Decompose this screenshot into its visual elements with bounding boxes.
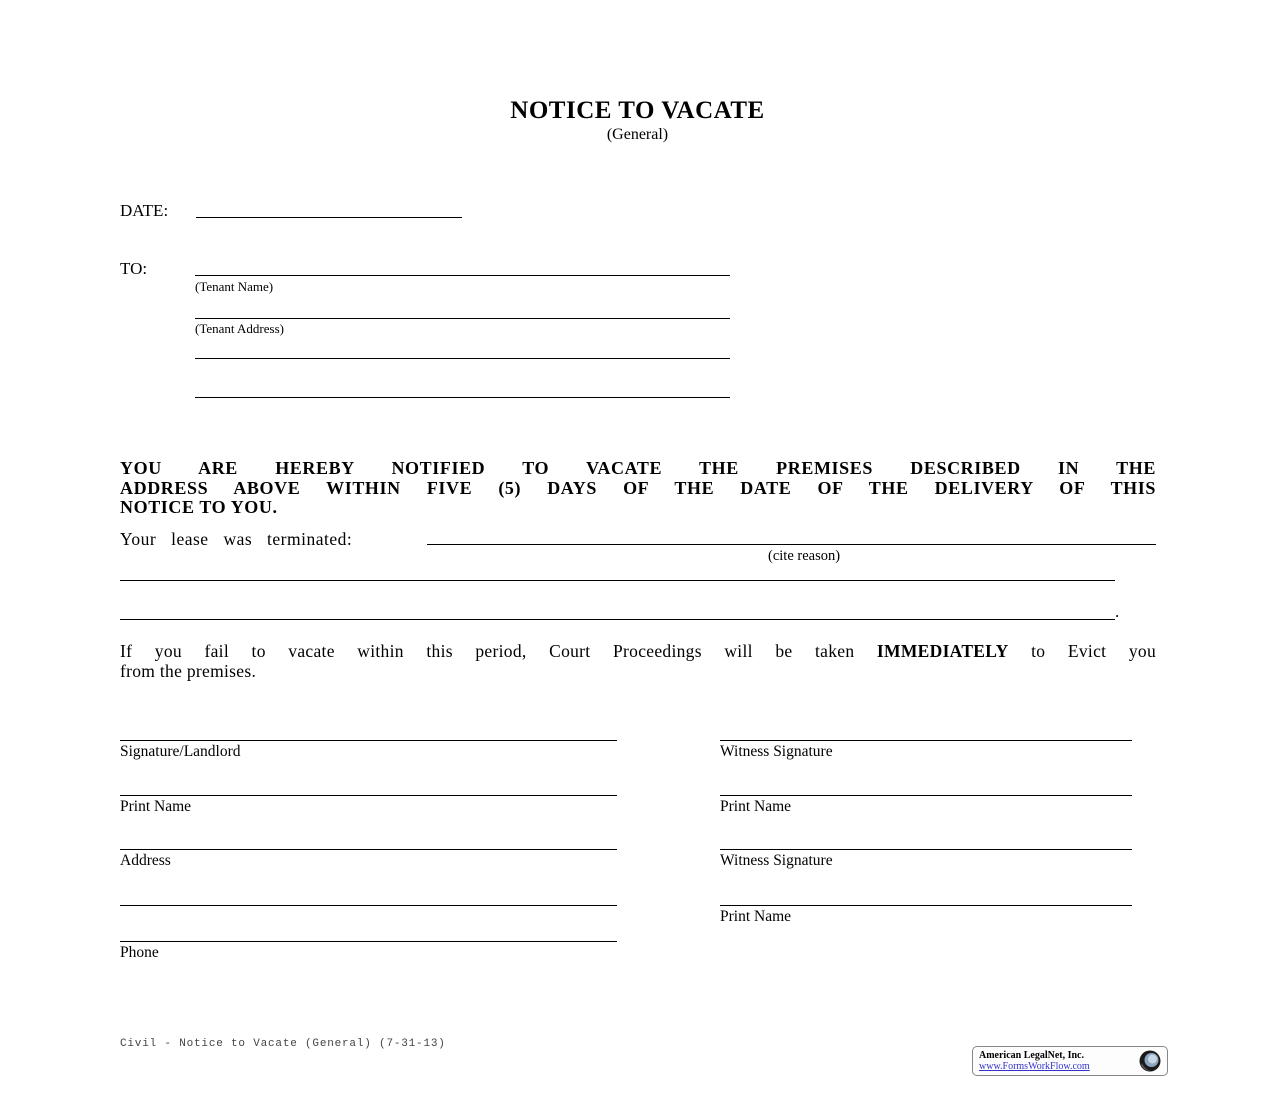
publisher-name: American LegalNet, Inc.	[979, 1050, 1084, 1061]
form-code: Civil - Notice to Vacate (General) (7-31-13)	[120, 1038, 446, 1050]
landlord-address-field-2[interactable]	[120, 905, 617, 906]
immediately-emphasis: IMMEDIATELY	[876, 641, 1009, 661]
notice-statement	[120, 459, 1156, 518]
landlord-phone-field[interactable]	[120, 941, 617, 942]
notice-line-3: NOTICE TO YOU.	[120, 497, 278, 517]
warning-line-2: from the premises.	[120, 660, 257, 681]
witness-print-name-label-2: Print Name	[720, 908, 792, 925]
witness-signature-field-2[interactable]	[720, 849, 1132, 850]
page-subtitle: (General)	[606, 126, 669, 143]
tenant-address-field-2[interactable]	[195, 358, 730, 359]
witness-signature-field-1[interactable]	[720, 740, 1132, 741]
termination-reason-field-3[interactable]	[120, 619, 1115, 620]
tenant-name-label: (Tenant Name)	[195, 279, 274, 294]
cite-reason-label: (cite reason)	[768, 548, 841, 564]
tenant-address-field-1[interactable]	[195, 318, 730, 319]
witness-signature-label-1: Witness Signature	[720, 743, 833, 760]
witness-print-name-field-2[interactable]	[720, 905, 1132, 906]
landlord-signature-field[interactable]	[120, 740, 617, 741]
witness-print-name-field-1[interactable]	[720, 795, 1132, 796]
tenant-name-field[interactable]	[195, 275, 730, 276]
landlord-signature-label: Signature/Landlord	[120, 743, 241, 760]
date-field[interactable]	[196, 217, 462, 218]
witness-signature-label-2: Witness Signature	[720, 852, 833, 869]
globe-logo-icon	[1137, 1049, 1163, 1073]
warning-line-1: If you fail to vacate within this period, Court Proceedings will be taken IMMEDIATELY to Evict you	[120, 641, 1156, 661]
termination-reason-field[interactable]	[427, 544, 1156, 545]
lease-terminated-label: Your lease was terminated:	[120, 529, 353, 549]
tenant-address-label: (Tenant Address)	[195, 321, 284, 336]
witness-print-name-label-1: Print Name	[720, 798, 792, 815]
tenant-address-field-3[interactable]	[195, 397, 730, 398]
to-label: TO:	[120, 259, 148, 278]
notice-line-1: YOU ARE HEREBY NOTIFIED TO VACATE THE PREMISES DESCRIBED IN THE	[120, 458, 1156, 478]
landlord-address-label: Address	[120, 852, 171, 869]
landlord-address-field[interactable]	[120, 849, 617, 850]
page-title: NOTICE TO VACATE	[510, 97, 765, 124]
landlord-print-name-label: Print Name	[120, 798, 192, 815]
period-mark: .	[1115, 602, 1120, 621]
termination-reason-field-2[interactable]	[120, 580, 1115, 581]
landlord-print-name-field[interactable]	[120, 795, 617, 796]
eviction-warning	[120, 642, 1156, 681]
date-label: DATE:	[120, 201, 169, 220]
landlord-phone-label: Phone	[120, 944, 159, 961]
publisher-website-link[interactable]: www.FormsWorkFlow.com	[979, 1061, 1090, 1072]
publisher-badge	[972, 1046, 1168, 1076]
notice-line-2: ADDRESS ABOVE WITHIN FIVE (5) DAYS OF THE DATE OF THE DELIVERY OF THIS	[120, 477, 1156, 498]
